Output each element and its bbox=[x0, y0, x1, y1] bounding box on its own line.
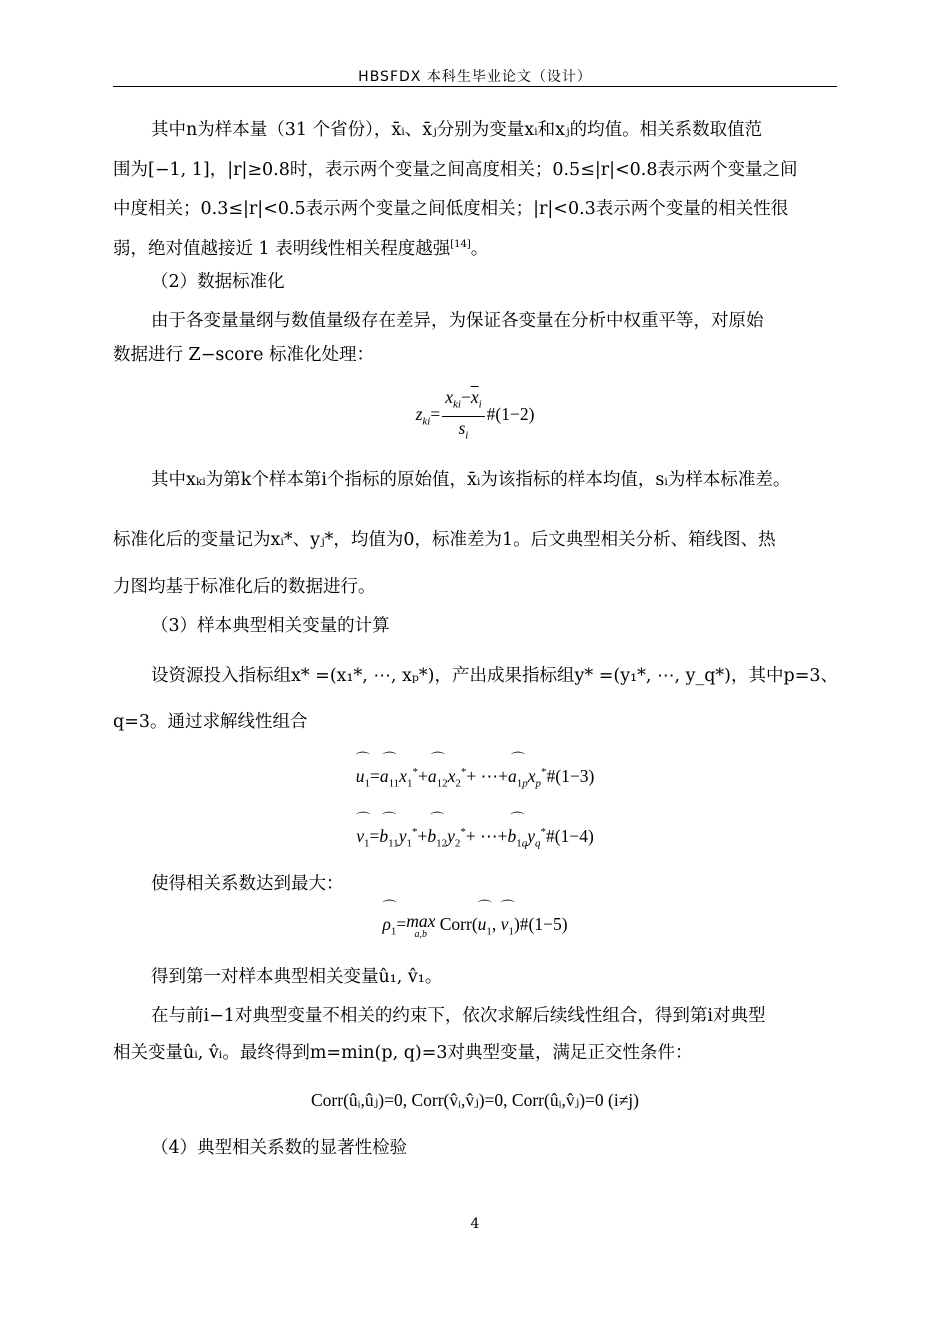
equation-tag: #(1−3) bbox=[546, 765, 595, 786]
header-rule bbox=[113, 86, 837, 87]
para1-line3: 中度相关；0.3≤|r|<0.5表示两个变量之间低度相关；|r|<0.3表示两个变量的相关性很 bbox=[113, 199, 789, 219]
para2-line2: 数据进行 Z−score 标准化处理： bbox=[113, 345, 374, 365]
para1-line4-end: 。 bbox=[470, 238, 489, 259]
para7-line1: 在与前i−1对典型变量不相关的约束下，依次求解后续线性组合，得到第i对典型 bbox=[151, 1006, 766, 1026]
orthogonality-equation: Corr(ûᵢ,ûⱼ)=0, Corr(v̂ᵢ,v̂ⱼ)=0, Corr(ûᵢ,v̂ⱼ)=0 (i≠j) bbox=[311, 1090, 639, 1110]
para3-line2: 标准化后的变量记为xᵢ*、yⱼ*，均值为0，标准差为1。后文典型相关分析、箱线图、热 bbox=[113, 530, 776, 550]
section-heading-4: （4）典型相关系数的显著性检验 bbox=[151, 1138, 408, 1158]
para2-line1: 由于各变量量纲与数值量级存在差异，为保证各变量在分析中权重平等，对原始 bbox=[151, 311, 764, 331]
equation-tag: #(1−2) bbox=[486, 404, 535, 425]
citation-ref: [14] bbox=[450, 239, 471, 250]
para6: 得到第一对样本典型相关变量û₁, v̂₁。 bbox=[151, 967, 443, 987]
equation-tag: #(1−4) bbox=[546, 825, 594, 846]
equation-1-3: ⌒ $u_1=⌒$ $a_{11}x_1^*+⌒$ $a_{12}x_2^*+$ ⋯+⌒ $a_{1p}x_p^*\#(1-3)$ bbox=[113, 760, 837, 795]
equation-1-4: ⌒ $v_1=⌒$ $b_{11}y_1^*+⌒$ $b_{12}y_2^*+$ ⋯+⌒ $b_{1q}y_q^*\#(1-4)$ bbox=[113, 820, 837, 855]
para3-line1: 其中xₖᵢ为第k个样本第i个指标的原始值，x̄ᵢ为该指标的样本均值，sᵢ为样本标准差。 bbox=[151, 470, 791, 490]
para1-line4-text: 弱，绝对值越接近 1 表明线性相关程度越强 bbox=[113, 238, 451, 259]
equation-tag: #(1−5) bbox=[519, 914, 568, 934]
equation-1-5: ⌒ $\rho_1=$ max a,b Corr(⌒ $u_1$, ⌒ $v_1)\#(1-5)$ bbox=[113, 912, 837, 944]
para1-line2: 围为[−1, 1]，|r|≥0.8时，表示两个变量之间高度相关；0.5≤|r|<0.8表示两个变量之间 bbox=[113, 160, 798, 180]
para4-line1: 设资源投入指标组x* =(x₁*, ⋯, xₚ*)，产出成果指标组y* =(y₁*, ⋯, y_q*)，其中p=3、 bbox=[151, 666, 839, 686]
para3-line3: 力图均基于标准化后的数据进行。 bbox=[113, 577, 376, 597]
section-heading-2: （2）数据标准化 bbox=[151, 272, 285, 292]
para1-line1: 其中n为样本量（31 个省份），x̄ᵢ、x̄ⱼ分别为变量xᵢ和xⱼ的均值。相关系数取值范 bbox=[151, 120, 763, 140]
para4-line2: q=3。通过求解线性组合 bbox=[113, 712, 308, 732]
para5: 使得相关系数达到最大： bbox=[151, 874, 344, 894]
page-number: 4 bbox=[470, 1216, 480, 1232]
section-heading-3: （3）样本典型相关变量的计算 bbox=[151, 616, 390, 636]
equation-1-2: $z_{ki}=$ $\frac{x_{ki}-\overline{x}_i}{s_i}$ #(1−2) bbox=[415, 387, 535, 441]
page-header: HBSFDX 本科生毕业论文（设计） bbox=[358, 69, 592, 85]
para1-line4 bbox=[113, 233, 488, 261]
para7-line2: 相关变量ûᵢ, v̂ᵢ。最终得到m=min(p, q)=3对典型变量，满足正交性条件： bbox=[113, 1043, 693, 1063]
